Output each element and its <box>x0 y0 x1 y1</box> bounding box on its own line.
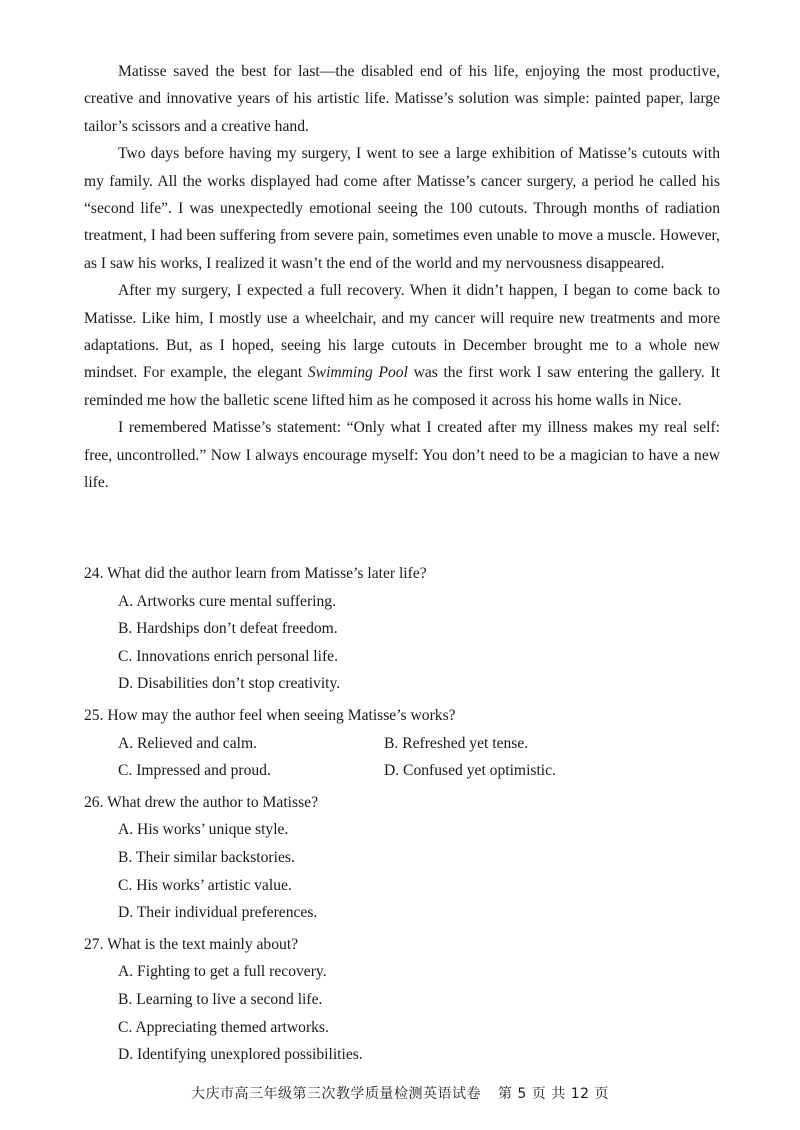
question-24 <box>84 560 720 698</box>
question-stem: 26. What drew the author to Matisse? <box>84 793 318 811</box>
exam-title: 大庆市高三年级第三次教学质量检测英语试卷 <box>191 1086 482 1102</box>
passage-paragraph-4: I remembered Matisse’s statement: “Only what I created after my illness makes my real self: free, uncontrolled.” Now I always encourage myself: You don’t need to be a magician to have a new life. <box>84 419 720 492</box>
passage-paragraph-1: Matisse saved the best for last—the disabled end of his life, enjoying the most productive, creative and innovative years of his artistic life. Matisse’s solution was simple: painted paper, large tailor’s scissors and a creative hand. <box>84 63 720 135</box>
option-d: D. Confused yet optimistic. <box>384 762 556 780</box>
option-b: B. Refreshed yet tense. <box>384 734 529 752</box>
passage-paragraph-2: Two days before having my surgery, I went to see a large exhibition of Matisse’s cutouts with my family. All the works displayed had come after Matisse’s cancer surgery, a period he called his “second life”. I was unexpectedly emotional seeing the 100 cutouts. Through months of radiation treatment, I had been suffering from severe pain, sometimes even unable to move a muscle. However, as I saw his works, I realized it wasn’t the end of the world and my nervousness disappeared. <box>84 145 720 272</box>
question-27 <box>84 931 720 1069</box>
option-a: A. Relieved and calm. <box>118 734 257 752</box>
question-stem: 25. How may the author feel when seeing Matisse’s works? <box>84 706 456 724</box>
artwork-title: Swimming Pool <box>307 364 408 382</box>
option-c: C. Innovations enrich personal life. <box>118 647 338 665</box>
option-b: B. Their similar backstories. <box>118 848 295 866</box>
option-d: D. Their individual preferences. <box>118 904 318 922</box>
option-a: A. Artworks cure mental suffering. <box>118 592 336 610</box>
page-footer <box>0 1083 800 1103</box>
option-b: B. Hardships don’t defeat freedom. <box>118 620 338 638</box>
option-c: C. Appreciating themed artworks. <box>118 1018 329 1036</box>
question-25 <box>84 702 720 785</box>
option-c: C. His works’ artistic value. <box>118 876 292 894</box>
page-number: 第 5 页 共 12 页 <box>497 1086 609 1102</box>
question-stem: 24. What did the author learn from Matisse’s later life? <box>84 565 427 582</box>
option-d: D. Identifying unexplored possibilities. <box>118 1046 363 1064</box>
option-c: C. Impressed and proud. <box>118 762 271 780</box>
option-b: B. Learning to live a second life. <box>118 990 323 1008</box>
option-d: D. Disabilities don’t stop creativity. <box>118 675 341 693</box>
passage-paragraph-3: After my surgery, I expected a full recovery. When it didn’t happen, I began to come back to Matisse. Like him, I mostly use a wheelchair, and my cancer will require new treatments and more adaptations. But, as I hoped, seeing his large cutouts in December brought me to a whole new mindset. For example, the elegant Swimming Pool was the first work I saw entering the gallery. It reminded me how the balletic scene lifted him as he composed it across his home walls in Nice. <box>84 282 720 409</box>
question-stem: 27. What is the text mainly about? <box>84 935 299 953</box>
option-a: A. His works’ unique style. <box>118 821 289 839</box>
question-26 <box>84 789 720 927</box>
reading-passage <box>84 58 720 497</box>
option-a: A. Fighting to get a full recovery. <box>118 963 327 981</box>
question-list <box>84 560 720 1073</box>
